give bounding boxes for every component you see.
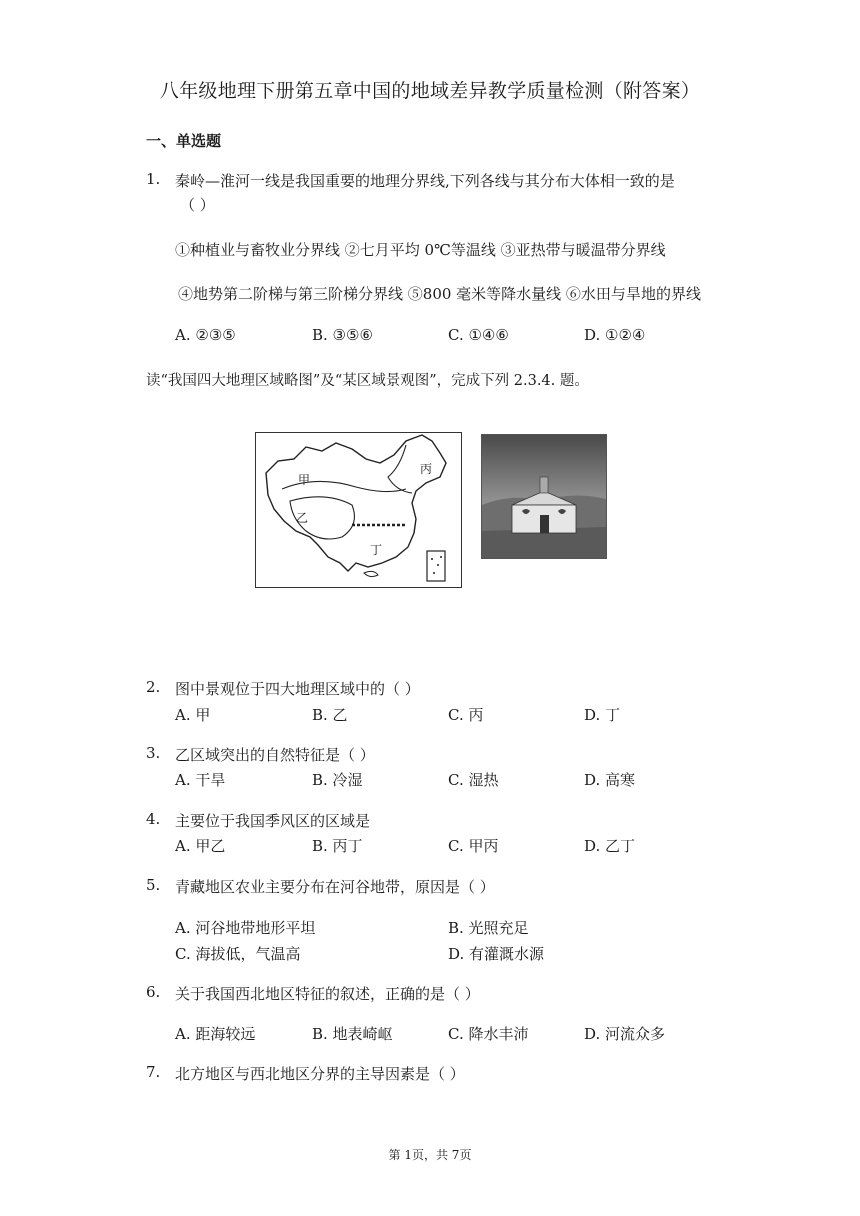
option-b: B. 乙 (312, 706, 348, 724)
landscape-photo (481, 434, 607, 559)
option-d: D. 河流众多 (584, 1025, 666, 1043)
question-stem: 图中景观位于四大地理区域中的（ ） (175, 680, 420, 698)
question-stem: 青藏地区农业主要分布在河谷地带，原因是（ ） (175, 878, 495, 896)
map-label-ding: 丁 (370, 543, 383, 557)
question-number: 7. (146, 1063, 161, 1081)
option-d: D. 高寒 (584, 771, 636, 789)
option-c: C. ①④⑥ (448, 326, 509, 344)
reading-intro: 读“我国四大地理区域略图”及“某区域景观图”，完成下列 2.3.4. 题。 (146, 373, 589, 389)
option-a: A. 距海较远 (175, 1025, 256, 1043)
question-stem: 乙区域突出的自然特征是（ ） (175, 746, 375, 764)
option-d: D. ①②④ (584, 326, 646, 344)
option-c: C. 丙 (448, 706, 484, 724)
option-d: D. 有灌溉水源 (448, 945, 545, 963)
option-d: D. 乙丁 (584, 837, 636, 855)
option-c: C. 降水丰沛 (448, 1025, 529, 1043)
question-stem: 北方地区与西北地区分界的主导因素是（ ） (175, 1065, 465, 1083)
question-stem: 关于我国西北地区特征的叙述，正确的是（ ） (175, 985, 480, 1003)
option-a: A. 河谷地带地形平坦 (175, 919, 316, 937)
option-b: B. ③⑤⑥ (312, 326, 373, 344)
question-number: 4. (146, 810, 161, 828)
option-a: A. ②③⑤ (175, 326, 236, 344)
question-number: 2. (146, 678, 161, 696)
question-number: 5. (146, 876, 161, 894)
option-a: A. 甲 (175, 706, 211, 724)
question-number: 3. (146, 744, 161, 762)
section-heading: 一、单选题 (146, 132, 222, 150)
map-label-yi: 乙 (296, 511, 309, 525)
question-number: 6. (146, 983, 161, 1001)
map-label-jia: 甲 (298, 473, 311, 487)
map-label-bing: 丙 (420, 462, 433, 476)
option-c: C. 海拔低，气温高 (175, 945, 301, 963)
option-d: D. 丁 (584, 706, 621, 724)
answer-bracket: （ ） (180, 196, 215, 214)
yurt-image (482, 435, 606, 558)
option-b: B. 地表崎岖 (312, 1025, 393, 1043)
option-a: A. 干旱 (175, 771, 226, 789)
statement-line: ①种植业与畜牧业分界线 ②七月平均 0℃等温线 ③亚热带与暖温带分界线 (175, 241, 666, 259)
china-regions-map (255, 432, 462, 588)
page-title: 八年级地理下册第五章中国的地域差异教学质量检测（附答案） (159, 80, 701, 102)
question-stem: 主要位于我国季风区的区域是 (175, 812, 371, 830)
china-map-outline (256, 433, 461, 587)
option-c: C. 湿热 (448, 771, 499, 789)
option-b: B. 冷湿 (312, 771, 363, 789)
option-b: B. 光照充足 (448, 919, 529, 937)
option-b: B. 丙丁 (312, 837, 363, 855)
option-a: A. 甲乙 (175, 837, 226, 855)
question-stem: 秦岭—淮河一线是我国重要的地理分界线,下列各线与其分布大体相一致的是 (175, 172, 675, 190)
page-footer: 第 1页，共 7页 (388, 1148, 472, 1162)
statement-line: ④地势第二阶梯与第三阶梯分界线 ⑤800 毫米等降水量线 ⑥水田与旱地的界线 (178, 285, 701, 303)
question-number: 1. (146, 170, 161, 188)
option-c: C. 甲丙 (448, 837, 499, 855)
